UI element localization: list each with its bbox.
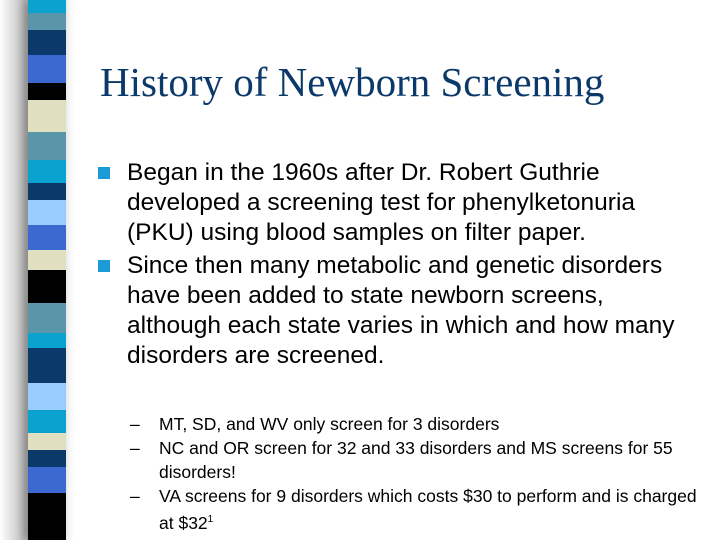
dash-icon: – [130, 414, 140, 434]
bullet-text: Began in the 1960s after Dr. Robert Guthrie developed a screening test for phenylketonuria (PKU) using blood samples on filter paper. [127, 159, 636, 246]
color-bars [28, 0, 66, 540]
dash-icon: – [130, 486, 140, 506]
sub-bullet-text: VA screens for 9 disorders which costs $30 to perform and is charged at $32 [159, 486, 697, 533]
bullet-list [98, 158, 698, 374]
sub-bullet-list [130, 412, 710, 535]
sub-bullet-text: NC and OR screen for 32 and 33 disorders and MS screens for 55 disorders! [159, 438, 673, 482]
slide-title: History of Newborn Screening [100, 59, 605, 105]
square-bullet-icon [98, 167, 110, 179]
sub-bullet-item [130, 484, 710, 535]
sub-bullet-text: MT, SD, and WV only screen for 3 disorders [159, 414, 500, 434]
footnote-ref: 1 [207, 514, 214, 525]
bullet-item [98, 158, 698, 248]
bullet-item [98, 251, 698, 371]
dash-icon: – [130, 438, 140, 458]
sub-bullet-item [130, 412, 710, 436]
sub-bullet-item [130, 436, 710, 484]
bullet-text: Since then many metabolic and genetic disorders have been added to state newborn screens, although each state varies in which and how many disorders are screened. [127, 252, 675, 369]
decorative-strip [0, 0, 80, 540]
square-bullet-icon [98, 260, 110, 272]
